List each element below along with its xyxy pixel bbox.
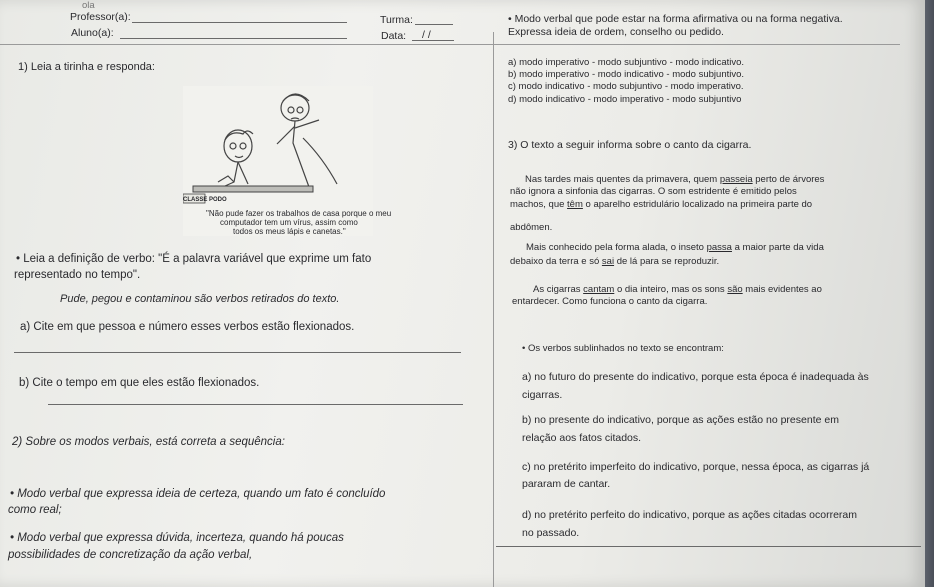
mode-1-line-2: como real; (8, 504, 62, 516)
paragraph-1-line-4: abdômen. (510, 222, 553, 233)
paragraph-3-line-1: As cigarras cantam o dia inteiro, mas os sons são mais evidentes ao (533, 284, 822, 295)
verbs-sentence: Pude, pegou e contaminou são verbos retirados do texto. (60, 293, 340, 305)
professor-line (132, 22, 347, 23)
paragraph-3-line-2: entardecer. Como funciona o canto da cigarra. (512, 296, 708, 307)
paragraph-1-line-2: não ignora a sinfonia das cigarras. O som estridente é emitido pelos (510, 186, 797, 197)
option-3b-line-2: relação aos fatos citados. (522, 432, 642, 444)
option-3d-line-1: d) no pretérito perfeito do indicativo, porque as ações citadas ocorreram (522, 509, 858, 521)
bottom-rule (496, 546, 921, 547)
mode-2-line-2: possibilidades de concretização da ação verbal, (8, 549, 253, 561)
option-3d-line-2: no passado. (522, 527, 580, 539)
question-1a: a) Cite em que pessoa e número esses verbos estão flexionados. (20, 321, 355, 333)
column-divider (493, 32, 494, 587)
underlined-verb-passeia: passeia (719, 174, 753, 185)
option-3c-line-1: c) no pretérito imperfeito do indicativo, porque, nessa época, as cigarras já (522, 461, 870, 473)
top-fragment-text: ola (82, 0, 95, 11)
option-3b-line-1: b) no presente do indicativo, porque as ações estão no presente em (522, 414, 839, 426)
question-1b: b) Cite o tempo em que eles estão flexionados. (19, 377, 260, 389)
turma-line (415, 24, 453, 25)
comic-caption-line-1: "Não pude fazer os trabalhos de casa porque o meu (206, 209, 392, 218)
data-label: Data: (381, 30, 407, 42)
verb-definition-line-1: • Leia a definição de verbo: "É a palavra variável que exprime um fato (16, 253, 372, 265)
question-3-stem: • Os verbos sublinhados no texto se encontram: (522, 343, 724, 354)
aluno-label: Aluno(a): (71, 27, 114, 39)
comic-caption-line-3: todos os meus lápis e canetas." (233, 227, 346, 236)
option-2d: d) modo indicativo - modo imperativo - modo subjuntivo (508, 94, 742, 105)
professor-label: Professor(a): (70, 11, 131, 23)
date-slashes: / / (422, 29, 431, 41)
paragraph-1-line-1: Nas tardes mais quentes da primavera, quem passeia perto de árvores (525, 174, 825, 185)
date-line (412, 40, 454, 41)
answer-line-a (14, 352, 461, 353)
option-3a-line-1: a) no futuro do presente do indicativo, porque esta época é inadequada às (522, 371, 869, 383)
mode-1-line-1: • Modo verbal que expressa ideia de certeza, quando um fato é concluído (10, 488, 386, 500)
option-2a: a) modo imperativo - modo subjuntivo - modo indicativo. (508, 57, 745, 68)
mode-2-line-1: • Modo verbal que expressa dúvida, incerteza, quando há poucas (10, 532, 344, 544)
underlined-verb-passa: passa (706, 242, 732, 253)
paragraph-2-line-2: debaixo da terra e só sai de lá para se reproduzir. (510, 256, 720, 267)
paragraph-2-line-1: Mais conhecido pela forma alada, o inseto passa a maior parte da vida (526, 242, 824, 253)
header-divider (0, 44, 900, 45)
underlined-verb-tem: têm (567, 199, 583, 210)
comic-sign-text: CLASSE PODO (183, 197, 227, 203)
option-2b: b) modo imperativo - modo indicativo - modo subjuntivo. (508, 69, 745, 80)
paragraph-1-line-3: machos, que têm o aparelho estridulário localizado na primeira parte do (510, 199, 813, 210)
verb-definition-line-2: representado no tempo". (14, 269, 141, 281)
question-1-title: 1) Leia a tirinha e responda: (18, 61, 155, 73)
desk (193, 186, 313, 192)
mode-3-line-1: • Modo verbal que pode estar na forma afirmativa ou na forma negativa. (508, 13, 843, 25)
comic-caption-line-2: computador tem um vírus, assim como (220, 218, 358, 227)
question-2-title: 2) Sobre os modos verbais, está correta a sequência: (12, 436, 285, 448)
aluno-line (120, 38, 347, 39)
mode-3-line-2: Expressa ideia de ordem, conselho ou pedido. (508, 26, 724, 38)
underlined-verb-sai: sai (601, 256, 615, 267)
turma-label: Turma: (380, 14, 413, 26)
underlined-verb-sao: são (727, 284, 743, 295)
option-2c: c) modo indicativo - modo subjuntivo - modo imperativo. (508, 81, 744, 92)
option-3c-line-2: pararam de cantar. (522, 478, 611, 490)
option-3a-line-2: cigarras. (522, 389, 563, 401)
answer-line-b (48, 404, 463, 405)
underlined-verb-cantam: cantam (583, 284, 615, 295)
question-3-title: 3) O texto a seguir informa sobre o canto da cigarra. (508, 139, 752, 151)
